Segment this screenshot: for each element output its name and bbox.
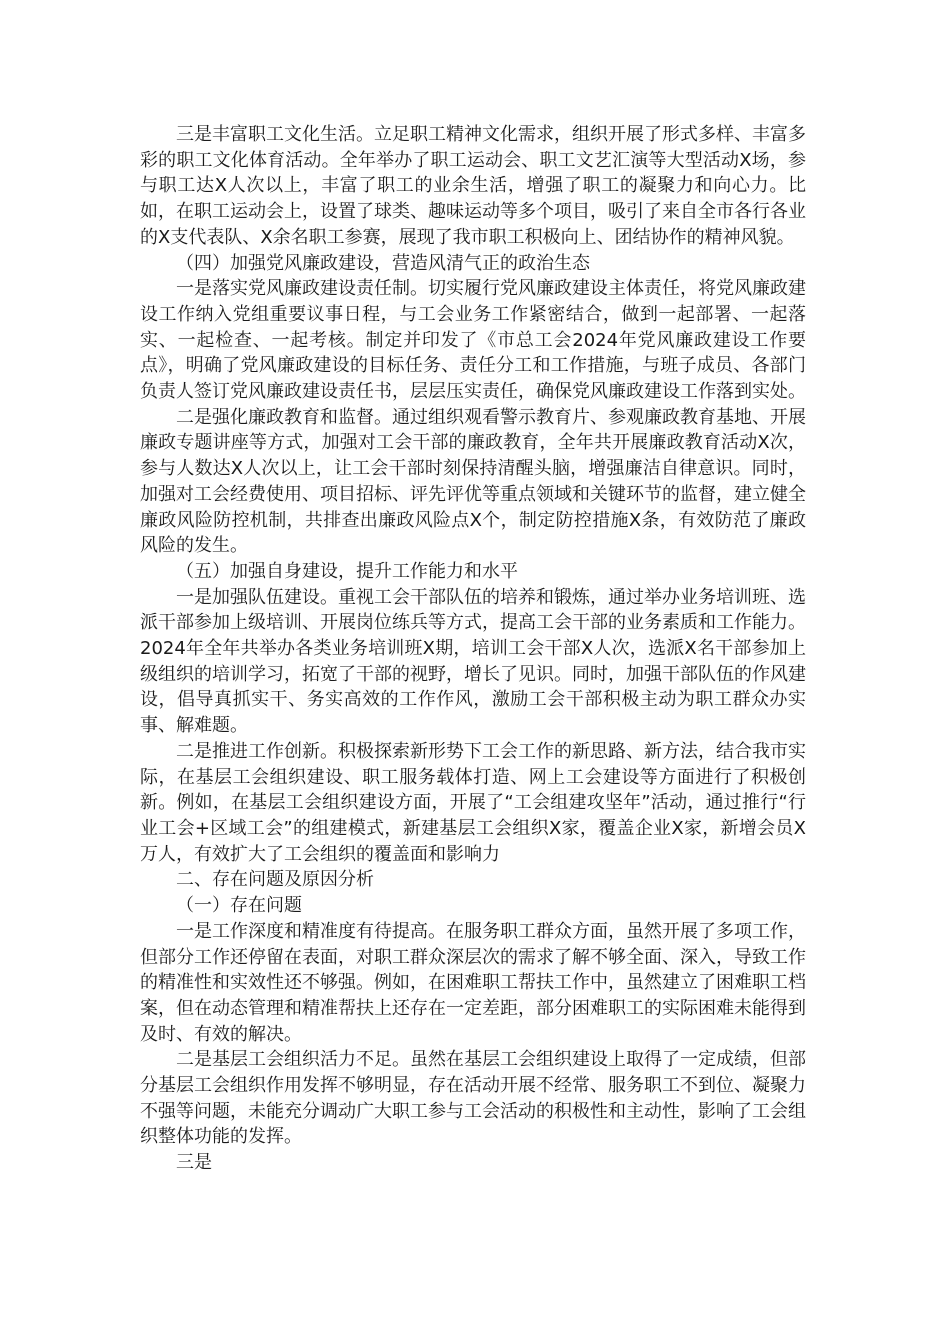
section-heading-five: （五）加强自身建设，提升工作能力和水平 [176, 560, 518, 582]
paragraph-education-supervision: 二是强化廉政教育和监督。通过组织观看警示教育片、参观廉政教育基地、开展廉政专题讲座等方式，加强对工会干部的廉政教育，全年共开展廉政教育活动X次，参与人数达X人次以上，让工会干部时刻保持清醒头脑，增强廉洁自律意识。同时，加强对工会经费使用、项目招标、评先评优等重点领域和关键环节的监督，建立健全廉政风险防控机制，共排查出廉政风险点X个，制定防控措施X条，有效防范了廉政风险的发生。 [140, 406, 806, 557]
paragraph-problem-three: 三是 [176, 1152, 212, 1174]
paragraph-responsibility: 一是落实党风廉政建设责任制。切实履行党风廉政建设主体责任，将党风廉政建设工作纳入党组重要议事日程，与工会业务工作紧密结合，做到一起部署、一起落实、一起检查、一起考核。制定并印发了《市总工会2024年党风廉政建设工作要点》，明确了党风廉政建设的目标任务、责任分工和工作措施，与班子成员、各部门负责人签订党风廉政建设责任书，层层压实责任，确保党风廉政建设工作落到实处。 [140, 278, 806, 403]
section-heading-problems: （一）存在问题 [176, 895, 302, 917]
paragraph-problem-one: 一是工作深度和精准度有待提高。在服务职工群众方面，虽然开展了多项工作，但部分工作还停留在表面，对职工群众深层次的需求了解不够全面、深入，导致工作的精准性和实效性还不够强。例如，在困难职工帮扶工作中，虽然建立了困难职工档案，但在动态管理和精准帮扶上还存在一定差距，部分困难职工的实际困难未能得到及时、有效的解决。 [140, 920, 806, 1045]
chapter-heading-problems: 二、存在问题及原因分析 [176, 869, 374, 891]
section-heading-four: （四）加强党风廉政建设，营造风清气正的政治生态 [176, 252, 590, 274]
paragraph-innovation: 二是推进工作创新。积极探索新形势下工会工作的新思路、新方法，结合我市实际，在基层工会组织建设、职工服务载体打造、网上工会建设等方面进行了积极创新。例如，在基层工会组织建设方面，开展了“工会组建攻坚年”活动，通过推行“行业工会+区域工会”的组建模式，新建基层工会组织X家，覆盖企业X家，新增会员X万人，有效扩大了工会组织的覆盖面和影响力 [140, 740, 806, 865]
paragraph-team-building: 一是加强队伍建设。重视工会干部队伍的培养和锻炼，通过举办业务培训班、选派干部参加上级培训、开展岗位练兵等方式，提高工会干部的业务素质和工作能力。2024年全年共举办各类业务培训班X期，培训工会干部X人次，选派X名干部参加上级组织的培训学习，拓宽了干部的视野，增长了见识。同时，加强干部队伍的作风建设，倡导真抓实干、务实高效的工作作风，激励工会干部积极主动为职工群众办实事、解难题。 [140, 586, 806, 737]
document-body [140, 122, 806, 1176]
paragraph-culture-life: 三是丰富职工文化生活。立足职工精神文化需求，组织开展了形式多样、丰富多彩的职工文化体育活动。全年举办了职工运动会、职工文艺汇演等大型活动X场，参与职工达X人次以上，丰富了职工的业余生活，增强了职工的凝聚力和向心力。比如，在职工运动会上，设置了球类、趣味运动等多个项目，吸引了来自全市各行各业的X支代表队、X余名职工参赛，展现了我市职工积极向上、团结协作的精神风貌。 [140, 124, 806, 248]
paragraph-problem-two: 二是基层工会组织活力不足。虽然在基层工会组织建设上取得了一定成绩，但部分基层工会组织作用发挥不够明显，存在活动开展不经常、服务职工不到位、凝聚力不强等问题，未能充分调动广大职工参与工会活动的积极性和主动性，影响了工会组织整体功能的发挥。 [140, 1049, 806, 1148]
